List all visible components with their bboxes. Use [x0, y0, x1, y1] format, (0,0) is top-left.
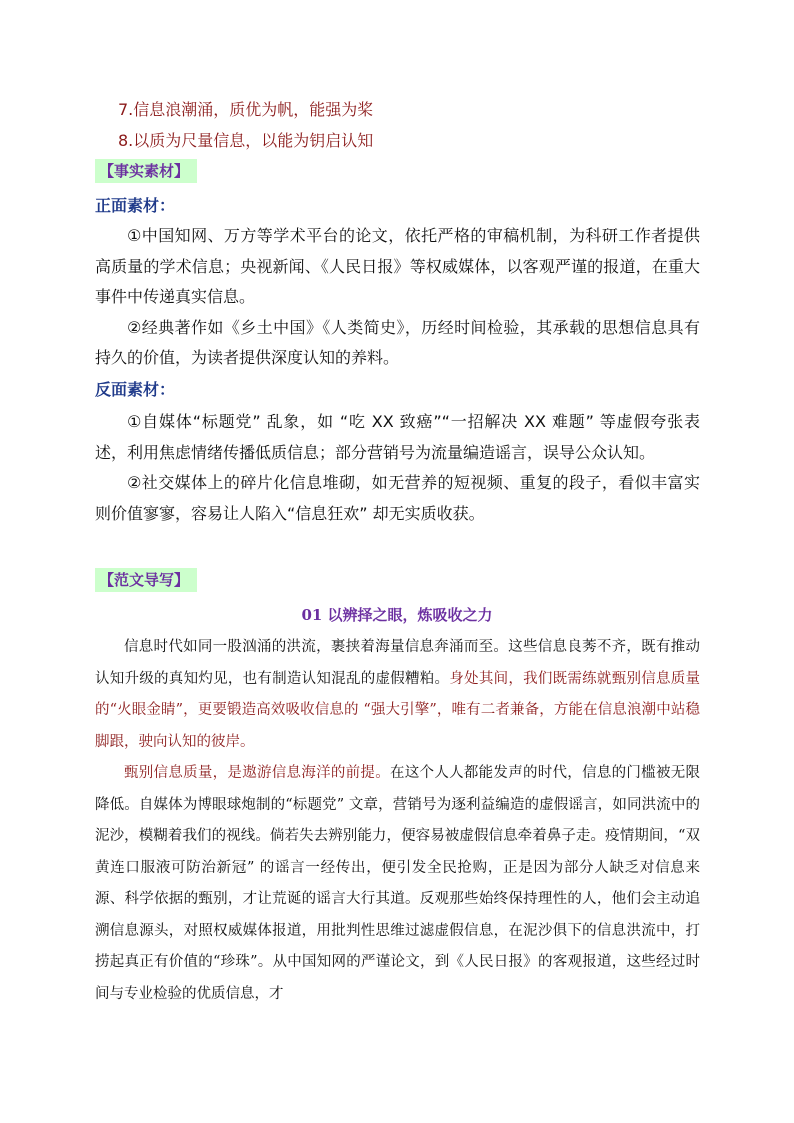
list-item-8: 8.以质为尺量信息，以能为钥启认知	[118, 131, 374, 150]
positive-material-1: ①中国知网、万方等学术平台的论文，依托严格的审稿机制，为科研工作者提供高质量的学术信息；央视新闻、《人民日报》等权威媒体，以客观严谨的报道，在重大事件中传递真实信息。	[95, 226, 700, 306]
positive-material-2: ②经典著作如《乡土中国》《人类简史》，历经时间检验，其承载的思想信息具有持久的价值，为读者提供深度认知的养料。	[95, 317, 700, 367]
positive-material-label: 正面素材：	[95, 196, 176, 215]
essay-body	[95, 632, 700, 1010]
essay-section-heading: 【范文导写】	[95, 568, 197, 592]
essay-highlight-thesis: 身处其间，我们既需练就甄别信息质量的“火眼金睛”，更要锻造高效吸收信息的 “强大引擎”，唯有二者兼备，方能在信息浪潮中站稳脚跟，驶向认知的彼岸。	[95, 670, 701, 750]
negative-material-1: ①自媒体“标题党” 乱象，如 “吃 XX 致癌”“一招解决 XX 难题” 等虚假夸张表述，利用焦虑情绪传播低质信息；部分营销号为流量编造谣言，误导公众认知。	[95, 412, 700, 462]
facts-section-heading: 【事实素材】	[95, 159, 197, 183]
essay-paragraph-1: 信息时代如同一股汹涌的洪流，裹挟着海量信息奔涌而至。这些信息良莠不齐，既有推动认知升级的真知灼见，也有制造认知混乱的虚假糟粕。身处其间，我们既需练就甄别信息质量的“火眼金睛”，更要锻造高效吸收信息的 “强大引擎”，唯有二者兼备，方能在信息浪潮中站稳脚跟，驶向认知的彼岸。	[95, 639, 701, 750]
negative-material-label: 反面素材：	[95, 380, 176, 399]
negative-material-body	[95, 407, 700, 529]
essay-paragraph-2: 甄别信息质量，是遨游信息海洋的前提。在这个人人都能发声的时代，信息的门槛被无限降低。自媒体为博眼球炮制的“标题党” 文章，营销号为逐利益编造的虚假谣言，如同洪流中的泥沙，模糊着我们的视线。倘若失去辨别能力，便容易被虚假信息牵着鼻子走。疫情期间，“双黄连口服液可防治新冠” 的谣言一经传出，便引发全民抢购，正是因为部分人缺乏对信息来源、科学依据的甄别，才让荒诞的谣言大行其道。反观那些始终保持理性的人，他们会主动追溯信息源头，对照权威媒体报道，用批判性思维过滤虚假信息，在泥沙俱下的信息洪流中，打捞起真正有价值的“珍珠”。从中国知网的严谨论文，到《人民日报》的客观报道，这些经过时间与专业检验的优质信息，才	[95, 765, 701, 1002]
essay-highlight-topic: 甄别信息质量，是遨游信息海洋的前提。	[124, 765, 390, 781]
essay-title: 01 以辨择之眼，炼吸收之力	[301, 606, 493, 624]
positive-material-body	[95, 221, 700, 374]
negative-material-2: ②社交媒体上的碎片化信息堆砌，如无营养的短视频、重复的段子，看似丰富实则价值寥寥，容易让人陷入“信息狂欢” 却无实质收获。	[95, 473, 700, 523]
list-item-7: 7.信息浪潮涌，质优为帆，能强为桨	[118, 100, 374, 119]
